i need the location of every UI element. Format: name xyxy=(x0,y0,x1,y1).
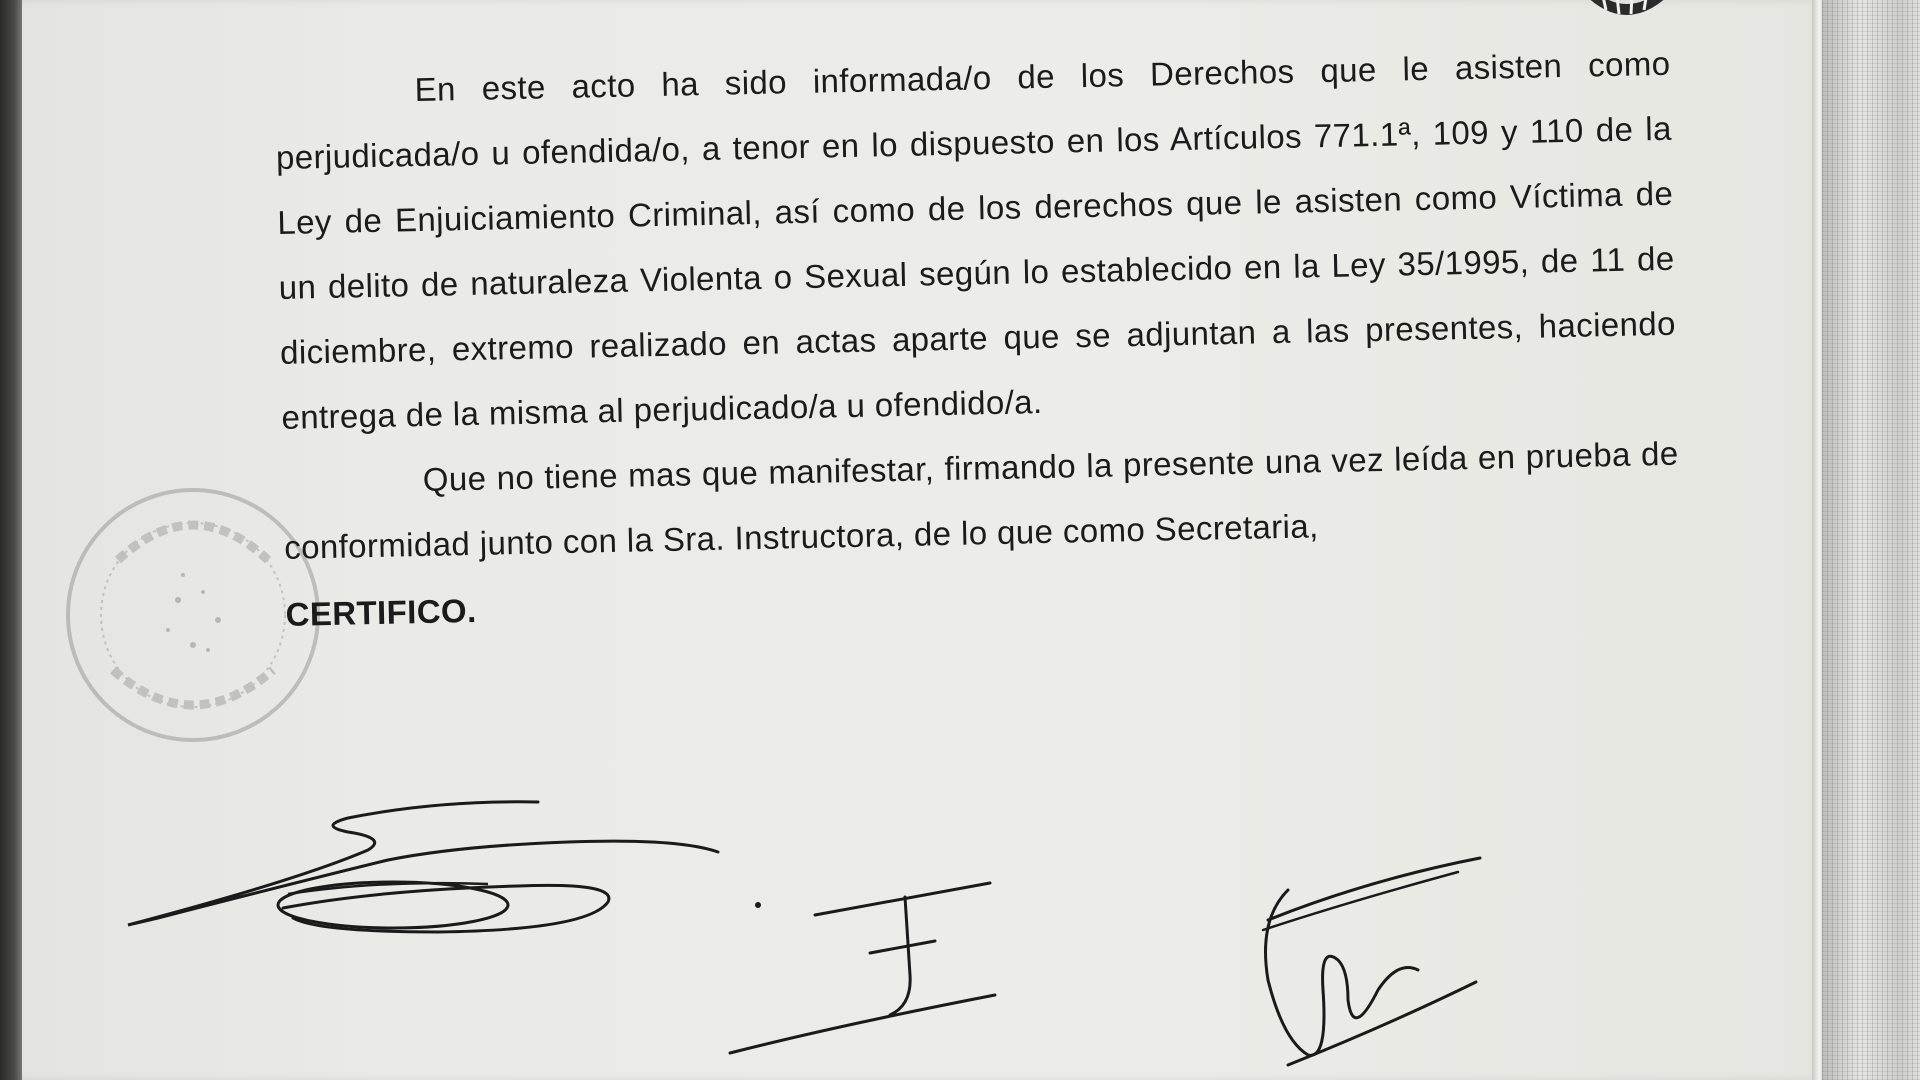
document-body xyxy=(274,31,1682,650)
signature-right-icon xyxy=(1248,850,1488,1075)
rights-paragraph: En este acto ha sido informada/o de los Derechos que le asisten como perjudicada/o u ofendida/o, a tenor en lo dispuesto en los Artículos 771.1ª, 109 y 110 de la Ley de Enjuiciamiento Criminal, así como de los derechos que le asisten como Víctima de un delito de naturaleza Violenta o Sexual según lo establecido en la Ley 35/1995, de 11 de diciembre, extremo realizado en actas aparte que se adjuntan a las presentes, haciendo entrega de la misma al perjudicado/a u ofendido/a. xyxy=(275,44,1677,436)
fabric-background xyxy=(1822,0,1920,1080)
certification-heading: CERTIFICO. xyxy=(285,591,477,633)
signature-left-icon xyxy=(118,790,728,960)
conformity-paragraph: Que no tiene mas que manifestar, firmando la presente una vez leída en prueba de conformidad junto con la Sra. Instructora, de lo que como Secretaria, xyxy=(283,434,1679,566)
signature-center-icon xyxy=(720,875,1010,1060)
police-emblem-icon xyxy=(1572,0,1682,32)
